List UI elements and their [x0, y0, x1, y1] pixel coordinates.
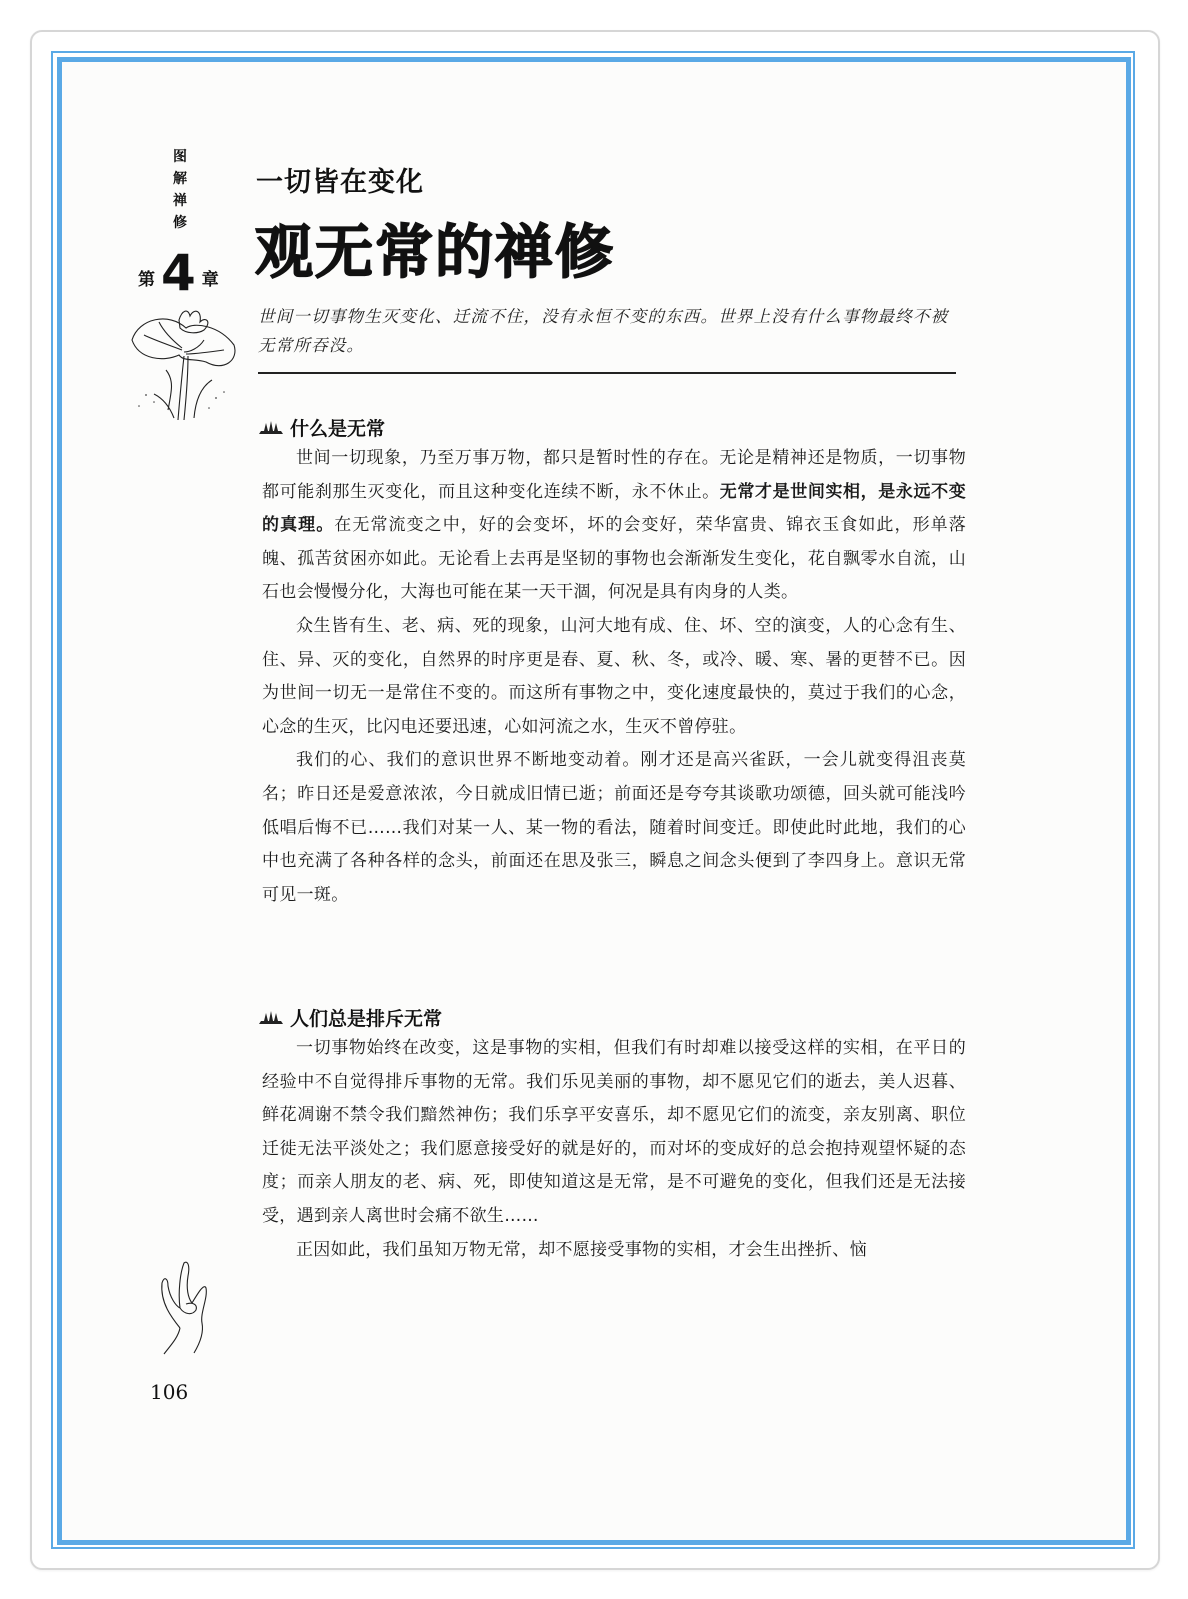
emphasis-text: 无常才是世间实相，是永远不变的真理。	[262, 481, 966, 536]
paragraph: 我们的心、我们的意识世界不断地变动着。刚才还是高兴雀跃，一会儿就变得沮丧莫名；昨日还是爱意浓浓，今日就成旧情已逝；前面还是夸夸其谈歌功颂德，回头就可能浅吟低唱后悔不已……我们对某一人、某一物的看法，随着时间变迁。即使此时此地，我们的心中也充满了各种各样的念头，前面还在思及张三，瞬息之间念头便到了李四身上。意识无常可见一斑。	[262, 750, 966, 905]
lotus-bullet-icon	[258, 420, 284, 436]
chapter-prefix: 第	[138, 270, 155, 290]
series-char: 解	[173, 171, 187, 187]
paragraph: 一切事物始终在改变，这是事物的实相，但我们有时却难以接受这样的实相，在平日的经验中不自觉得排斥事物的无常。我们乐见美丽的事物，却不愿见它们的逝去，美人迟暮、鲜花凋谢不禁令我们黯然神伤；我们乐享平安喜乐，却不愿见它们的流变，亲友别离、职位迁徙无法平淡处之；我们愿意接受好的就是好的，而对坏的变成好的总会抱持观望怀疑的态度；而亲人朋友的老、病、死，即使知道这是无常，是不可避免的变化，但我们还是无法接受，遇到亲人离世时会痛不欲生……	[262, 1038, 966, 1226]
series-char: 图	[173, 149, 187, 165]
section-heading-text: 什么是无常	[290, 418, 386, 440]
lotus-illustration-icon	[124, 300, 244, 425]
section-body	[262, 442, 966, 912]
section-heading	[258, 1004, 442, 1031]
chapter-suffix: 章	[201, 270, 219, 290]
series-char: 禅	[173, 193, 187, 209]
intro-summary: 世间一切事物生灭变化、迁流不住，没有永恒不变的东西。世界上没有什么事物最终不被无常所吞没。	[258, 307, 949, 355]
lotus-bullet-icon	[258, 1010, 284, 1026]
paragraph: 众生皆有生、老、病、死的现象，山河大地有成、住、坏、空的演变，人的心念有生、住、异、灭的变化，自然界的时序更是春、夏、秋、冬，或冷、暖、寒、暑的更替不已。因为世间一切无一是常住不变的。而这所有事物之中，变化速度最快的，莫过于我们的心念，心念的生灭，比闪电还要迅速，心如河流之水，生灭不曾停驻。	[262, 615, 966, 737]
divider-rule	[258, 372, 956, 374]
hand-mudra-illustration-icon	[140, 1258, 230, 1358]
series-title-vertical	[170, 146, 190, 234]
chapter-number: 4	[161, 244, 196, 302]
page-title: 观无常的禅修	[255, 218, 616, 286]
section-heading-text: 人们总是排斥无常	[290, 1008, 443, 1030]
paragraph: 正因如此，我们虽知万物无常，却不愿接受事物的实相，才会生出挫折、恼	[296, 1239, 867, 1260]
series-char: 修	[173, 215, 187, 231]
section-subtitle: 一切皆在变化	[256, 167, 424, 198]
chapter-label	[138, 244, 219, 302]
paragraph-text: 在无常流变之中，好的会变坏，坏的会变好，荣华富贵、锦衣玉食如此，形单落魄、孤苦贫困亦如此。无论看上去再是坚韧的事物也会渐渐发生变化，花自飘零水自流，山石也会慢慢分化，大海也可能在某一天干涸，何况是具有肉身的人类。	[262, 515, 967, 603]
page-number: 106	[150, 1380, 189, 1404]
paragraph	[262, 442, 966, 610]
paragraph-text: 世间一切现象，乃至万事万物，都只是暂时性的存在。无论是精神还是物质，一切事物都可能刹那生灭变化，而且这种变化连续不断，永不休止。	[262, 448, 966, 502]
section-body	[262, 1032, 966, 1267]
section-heading	[258, 414, 385, 441]
